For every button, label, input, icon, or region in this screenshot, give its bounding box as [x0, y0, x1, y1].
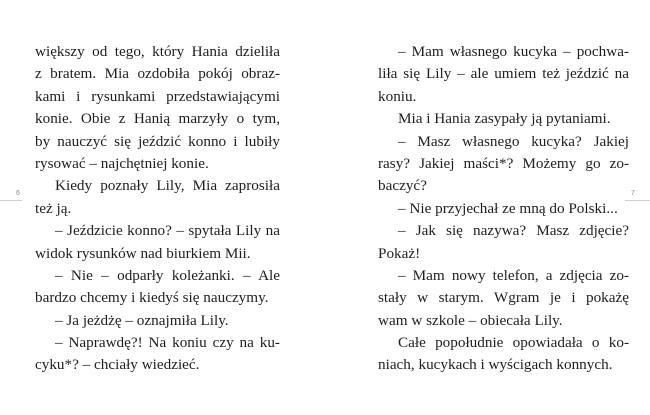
text-line: koniu. — [378, 87, 417, 105]
text-line: widok rysunków nad biurkiem Mii. — [35, 244, 251, 262]
text-line: kami i rysunkami przedstawiającymi — [35, 87, 280, 105]
text-line: też ją. — [35, 199, 72, 217]
text-line: – Ja jeżdżę – oznajmiła Lily. — [55, 311, 229, 329]
page-number-left: 6 — [16, 190, 20, 197]
text-line: z bratem. Mia ozdobiła pokój obraz- — [35, 65, 280, 83]
text-line: niach, kucykach i wyścigach konnych. — [378, 356, 613, 374]
left-page-text — [35, 41, 280, 377]
text-line: Kiedy poznały Lily, Mia zaprosiła — [55, 177, 280, 195]
text-line: Pokaż! — [378, 244, 421, 262]
text-line: Całe popołudnie opowiadała o ko- — [398, 334, 629, 352]
text-line: – Jeździcie konno? – spytała Lily na — [55, 222, 280, 240]
text-line: konie. Obie z Hanią marzyły o tym, — [35, 110, 280, 128]
text-line: – Nie – odparły koleżanki. – Ale — [55, 266, 280, 284]
text-line: – Mam nowy telefon, a zdjęcia zo- — [398, 266, 629, 284]
text-line: – Naprawdę?! Na koniu czy na ku- — [55, 334, 280, 352]
text-line: cyku*? – chciały wiedzieć. — [35, 356, 200, 374]
text-line: baczyć? — [378, 177, 427, 195]
text-line: liła się Lily – ale umiem też jeździć na — [378, 65, 629, 83]
right-page-text — [378, 41, 629, 377]
text-line: stały w starym. Wgram je i pokażę — [378, 289, 629, 307]
text-line: większy od tego, który Hania dzieliła — [35, 43, 280, 60]
text-line: – Mam własnego kucyka – pochwa- — [398, 43, 629, 60]
text-line: rasy? Jakiej maści*? Możemy go zo- — [378, 154, 629, 172]
page-number-right: 7 — [631, 190, 635, 197]
text-line: rysować – najchętniej konie. — [35, 154, 209, 172]
right-page — [325, 0, 650, 415]
text-line: – Jak się nazywa? Masz zdjęcie? — [398, 222, 629, 240]
text-line: by nauczyć się jeździć konno i lubiły — [35, 132, 280, 150]
folio-rule-left — [0, 200, 22, 201]
text-line: – Nie przyjechał ze mną do Polski... — [398, 199, 618, 217]
text-line: Mia i Hania zasypały ją pytaniami. — [398, 110, 611, 128]
folio-rule-right — [625, 200, 650, 201]
text-line: wam w szkole – obiecała Lily. — [378, 311, 563, 329]
text-line: – Masz własnego kucyka? Jakiej — [398, 132, 629, 150]
text-line: bardzo chcemy i kiedyś się nauczymy. — [35, 289, 269, 307]
